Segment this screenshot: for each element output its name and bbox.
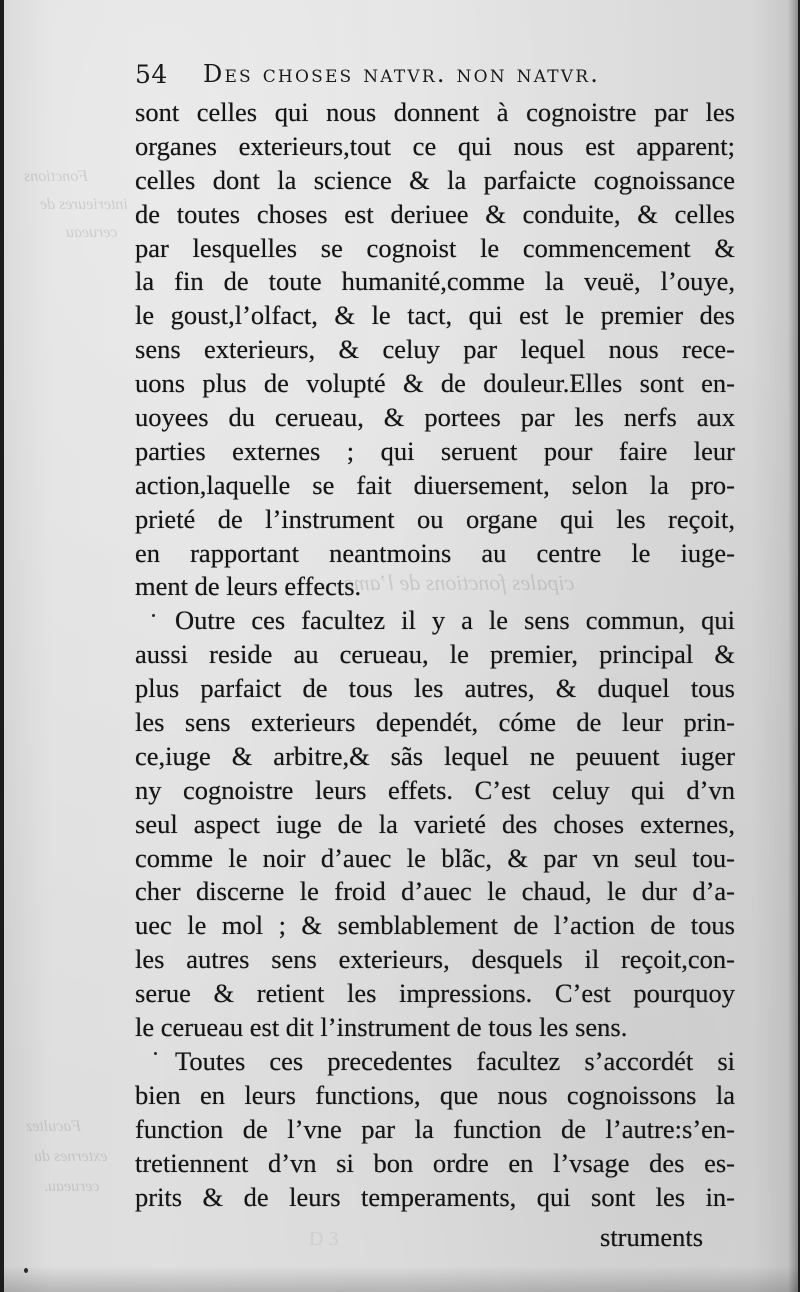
show-through-text: Facultez xyxy=(26,1118,82,1135)
show-through-text: interieures de xyxy=(40,196,128,213)
catchword: struments xyxy=(600,1222,704,1252)
text-line: parties externes ; qui seruent pour faire leur xyxy=(135,435,735,466)
page-shadow xyxy=(4,1266,798,1292)
text-line: sens exterieurs, & celuy par lequel nous rece- xyxy=(135,334,735,365)
text-line: la fin de toute humanité,comme la veuë, l’ouye, xyxy=(135,266,735,297)
text-line: sont celles qui nous donnent à cognoistre par les xyxy=(135,97,735,127)
text-line: comme le noir d’auec le blãc, & par vn seul tou- xyxy=(135,842,735,873)
text-line: seul aspect iuge de la varieté des choses externes, xyxy=(135,808,735,839)
paragraph-end-line: ment de leurs effects. xyxy=(135,571,362,602)
text-line: ce,iuge & arbitre,& sãs lequel ne peuuent iuger xyxy=(135,740,735,771)
show-through-text: externes du xyxy=(34,1148,108,1165)
text-line: les sens exterieurs dependét, cóme de leur prin- xyxy=(135,707,735,738)
text-line: de toutes choses est deriuee & conduite, & celles xyxy=(135,198,735,229)
show-through-text: Fonctions xyxy=(24,168,88,185)
show-through-text: cerueau. xyxy=(44,1178,100,1195)
text-line: le goust,l’olfact, & le tact, qui est le premier des xyxy=(135,300,735,331)
text-line: bien en leurs functions, que nous cognoissons la xyxy=(135,1079,735,1110)
text-line: ny cognoistre leurs effets. C’est celuy qui d’vn xyxy=(135,774,735,805)
paragraph-end-line: le cerueau est dit l’instrument de tous les sens. xyxy=(135,1012,628,1043)
text-line: plus parfaict de tous les autres, & duquel tous xyxy=(135,673,735,704)
show-through-text: cipales fonctions de l’ame xyxy=(344,570,575,595)
running-title: Des choses natvr. non natvr. xyxy=(203,60,601,88)
ink-speck xyxy=(154,1052,157,1055)
text-line: uons plus de volupté & de douleur.Elles sont en- xyxy=(135,368,735,399)
text-line: tretiennent d’vn si bon ordre en l’vsage des es- xyxy=(135,1147,735,1178)
text-line: en rapportant neantmoins au centre le iuge- xyxy=(135,537,735,568)
text-line: cher discerne le froid d’auec le chaud, le dur d’a- xyxy=(135,876,735,907)
paragraph-start-line: Outre ces facultez il y a le sens commun, qui xyxy=(175,605,735,636)
text-line: uec le mol ; & semblablement de l’action de tous xyxy=(135,910,735,941)
text-line: celles dont la science & la parfaicte cognoissance xyxy=(135,164,735,195)
text-line: uoyees du cerueau, & portees par les nerfs aux xyxy=(135,402,735,433)
text-line: function de l’vne par la function de l’autre:s’en- xyxy=(135,1113,735,1144)
book-page xyxy=(4,0,798,1292)
text-line: les autres sens exterieurs, desquels il reçoit,con- xyxy=(135,944,735,975)
paragraph-start-line: Toutes ces precedentes facultez s’accordét si xyxy=(175,1045,735,1076)
text-line: prieté de l’instrument ou organe qui les reçoit, xyxy=(135,503,735,534)
show-through-text: cerueau xyxy=(66,224,118,241)
text-line: action,laquelle se fait diuersement, selon la pro- xyxy=(135,469,735,500)
page-header xyxy=(135,56,695,96)
text-line: aussi reside au cerueau, le premier, principal & xyxy=(135,639,735,670)
page-number: 54 xyxy=(135,60,168,89)
signature-mark: D 3 xyxy=(309,1228,339,1250)
text-line: serue & retient les impressions. C’est pourquoy xyxy=(135,978,735,1009)
text-line: prits & de leurs temperaments, qui sont les in- xyxy=(135,1181,735,1212)
text-line: organes exterieurs,tout ce qui nous est apparent; xyxy=(135,130,735,161)
ink-speck xyxy=(152,614,155,617)
text-line: par lesquelles se cognoist le commencement & xyxy=(135,232,735,263)
main-text-block xyxy=(135,96,735,1214)
